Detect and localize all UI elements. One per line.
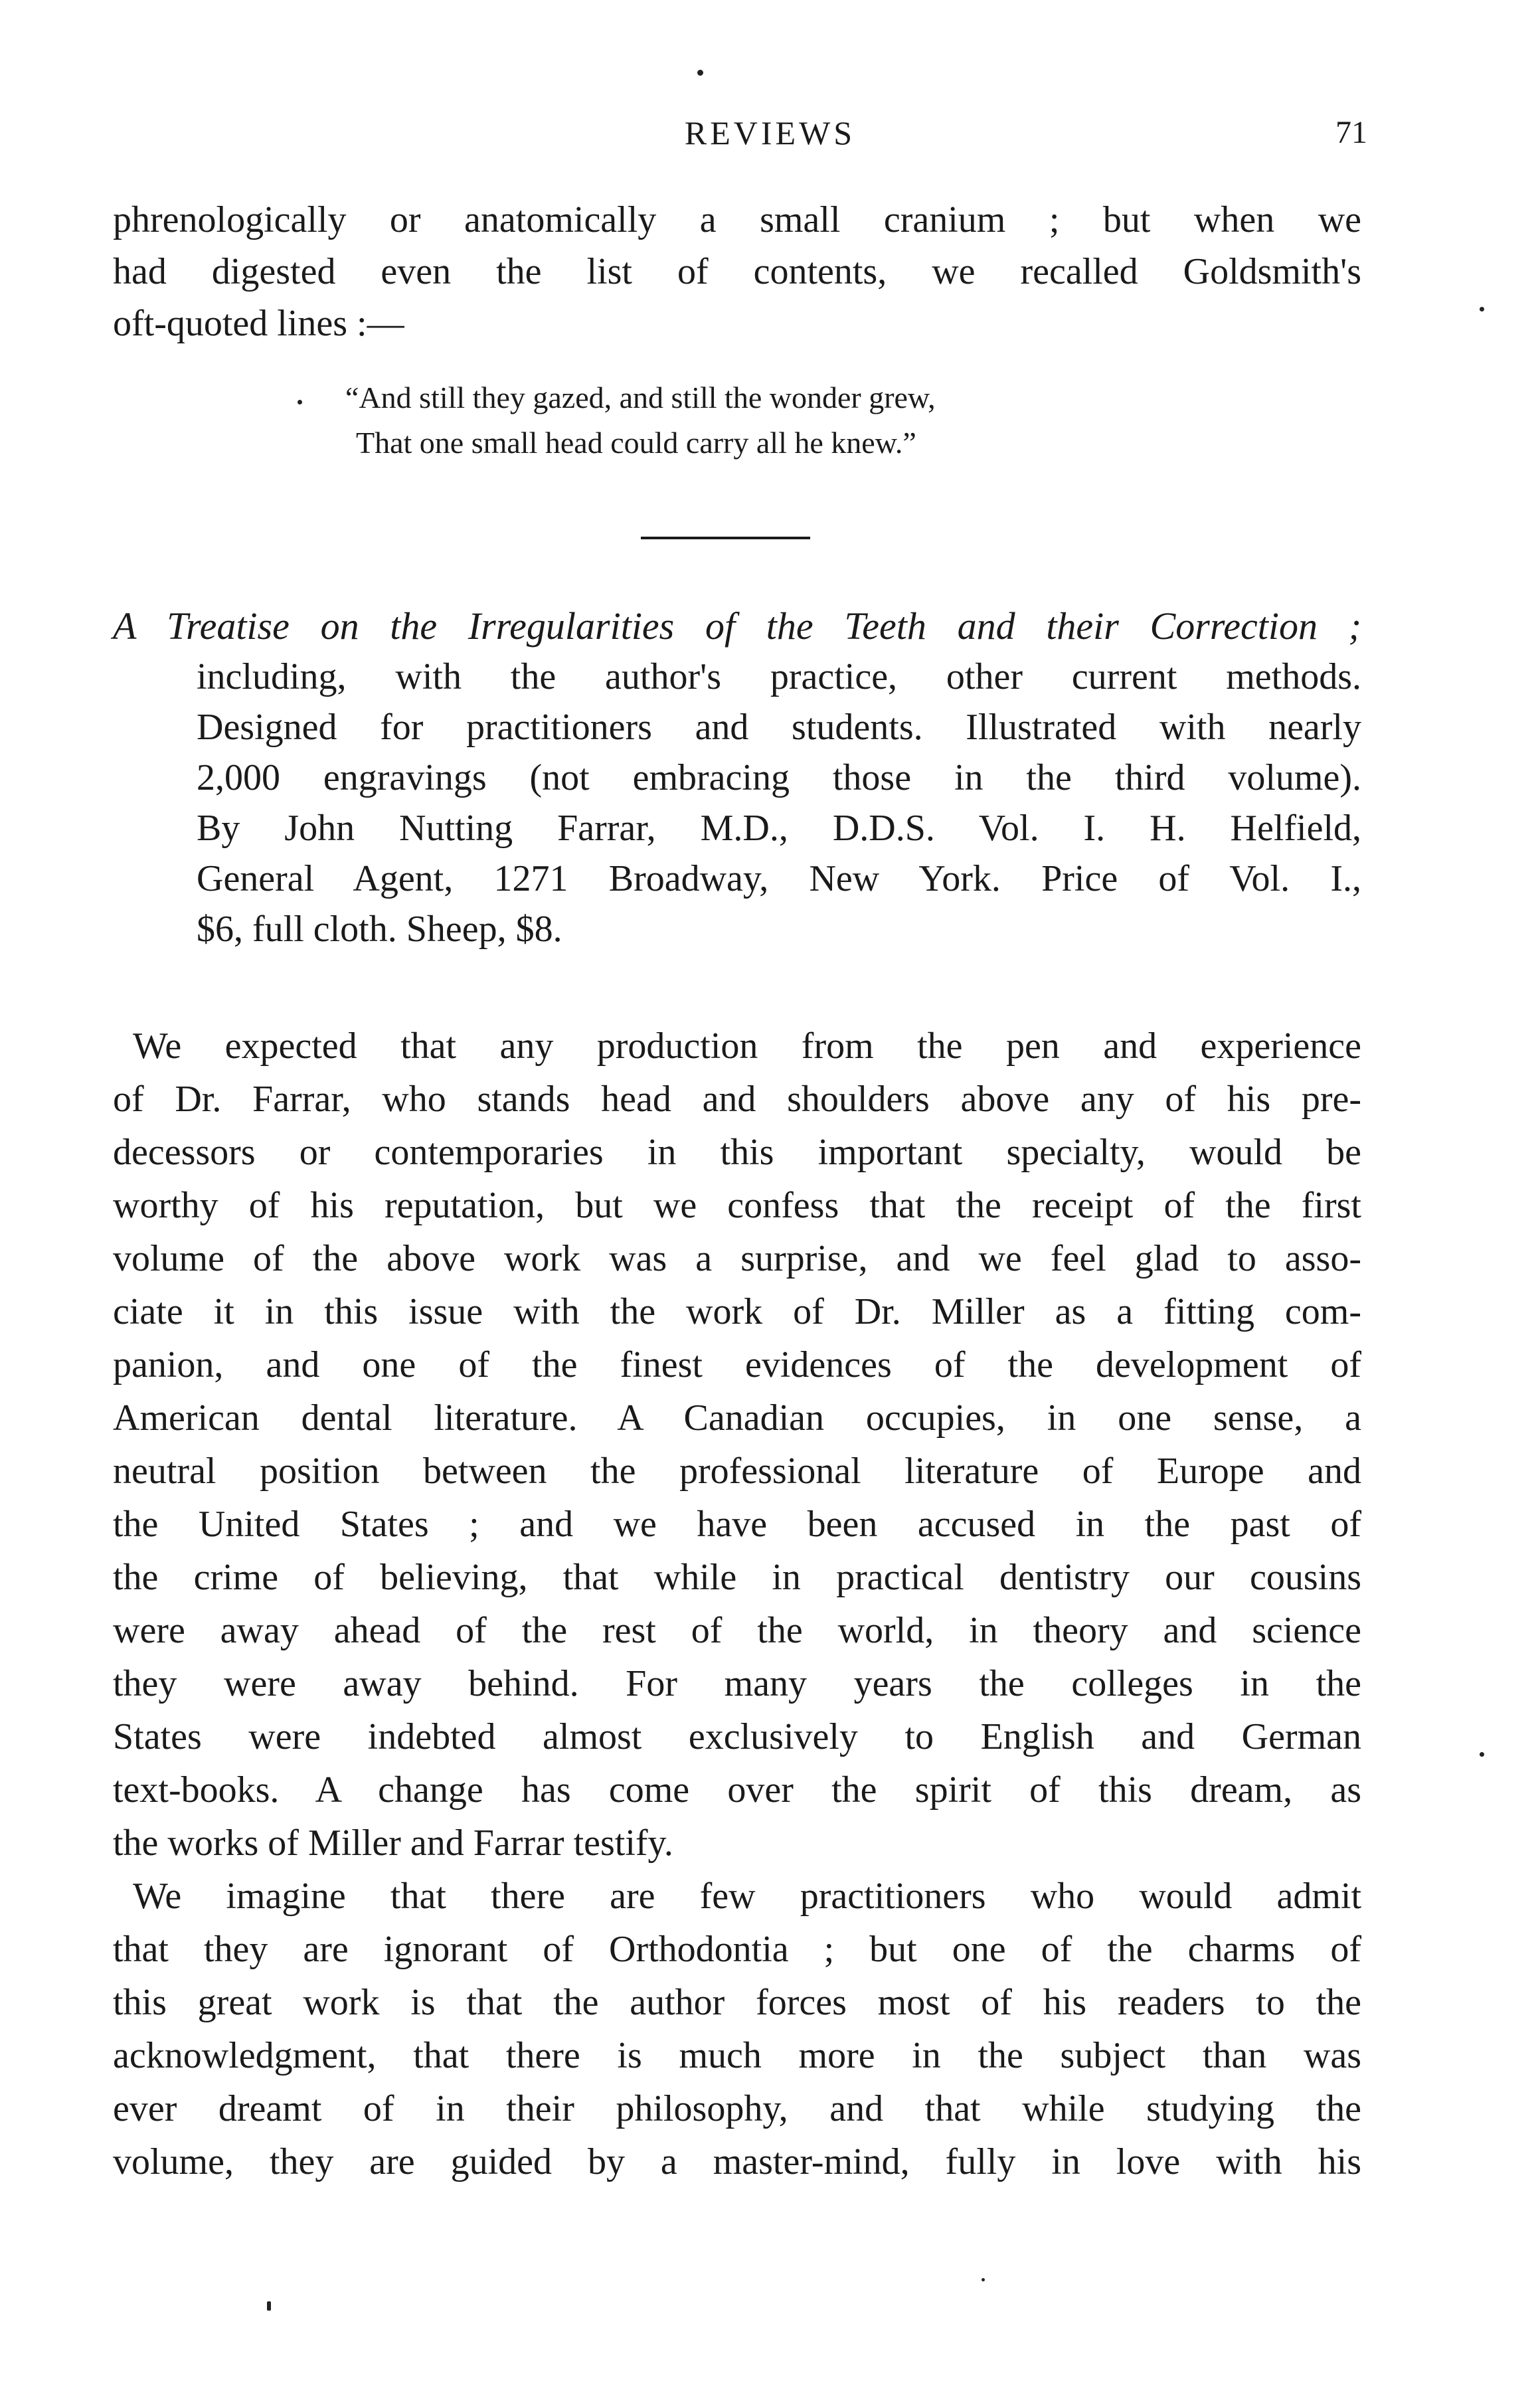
text-line: that they are ignorant of Orthodontia ; but one of the charms of [113, 1929, 1361, 1970]
text-line: worthy of his reputation, but we confess that the receipt of the first [113, 1185, 1361, 1226]
text-line: neutral position between the professional literature of Europe and [113, 1451, 1361, 1492]
text-line: We expected that any production from the pen and experience [133, 1025, 1361, 1067]
text-line: text-books. A change has come over the spirit of this dream, as [113, 1769, 1361, 1811]
citation-line: General Agent, 1271 Broadway, New York. Price of Vol. I., [197, 858, 1361, 899]
text-line: were away ahead of the rest of the world, in theory and science [113, 1610, 1361, 1651]
book-title: A Treatise on the Irregularities of the Teeth and their Correction ; [113, 604, 1361, 648]
verse-quotation [345, 375, 936, 466]
citation-line: $6, full cloth. Sheep, $8. [197, 909, 562, 950]
citation-line: 2,000 engravings (not embracing those in the third volume). [197, 757, 1361, 798]
running-head [0, 106, 1540, 159]
ink-speck [298, 400, 302, 404]
text-line: had digested even the list of contents, we recalled Goldsmith's [113, 251, 1361, 292]
text-line: volume of the above work was a surprise, and we feel glad to asso- [113, 1238, 1361, 1279]
ink-speck [982, 2278, 985, 2281]
text-line: ever dreamt of in their philosophy, and that while studying the [113, 2088, 1361, 2129]
intro-paragraph [113, 194, 1361, 349]
text-line: volume, they are guided by a master-mind, fully in love with his [113, 2141, 1361, 2182]
text-line: We imagine that there are few practitioners who would admit [133, 1876, 1361, 1917]
text-line: acknowledgment, that there is much more in the subject than was [113, 2035, 1361, 2076]
section-divider [641, 537, 810, 539]
text-line: they were away behind. For many years the colleges in the [113, 1663, 1361, 1704]
citation-line: Designed for practitioners and students. Illustrated with nearly [197, 707, 1361, 748]
page-number: 71 [1335, 115, 1367, 150]
verse-line: “And still they gazed, and still the wonder grew, [345, 381, 936, 414]
text-line: decessors or contemporaries in this important specialty, would be [113, 1132, 1361, 1173]
running-title: REVIEWS [684, 114, 856, 151]
text-line: the crime of believing, that while in practical dentistry our cousins [113, 1557, 1361, 1598]
citation-line: including, with the author's practice, other current methods. [197, 656, 1361, 697]
text-line: panion, and one of the finest evidences of the development of [113, 1344, 1361, 1385]
text-line: ciate it in this issue with the work of Dr. Miller as a fitting com- [113, 1291, 1361, 1332]
text-line: oft-quoted lines :— [113, 303, 404, 344]
citation-line: By John Nutting Farrar, M.D., D.D.S. Vol. I. H. Helfield, [197, 808, 1361, 849]
text-line: States were indebted almost exclusively to English and German [113, 1716, 1361, 1757]
review-body [113, 1019, 1361, 2188]
text-line: phrenologically or anatomically a small cranium ; but when we [113, 199, 1361, 240]
text-line: of Dr. Farrar, who stands head and shoulders above any of his pre- [113, 1079, 1361, 1120]
text-line: American dental literature. A Canadian occupies, in one sense, a [113, 1397, 1361, 1439]
text-line: the United States ; and we have been accused in the past of [113, 1504, 1361, 1545]
ink-speck [1480, 1752, 1484, 1757]
ink-speck [267, 2301, 271, 2311]
ink-speck [1480, 307, 1484, 311]
text-line: the works of Miller and Farrar testify. [113, 1822, 673, 1864]
book-citation [113, 601, 1361, 954]
ink-speck [697, 70, 703, 76]
verse-line: That one small head could carry all he knew.” [356, 426, 916, 460]
text-line: this great work is that the author forces most of his readers to the [113, 1982, 1361, 2023]
